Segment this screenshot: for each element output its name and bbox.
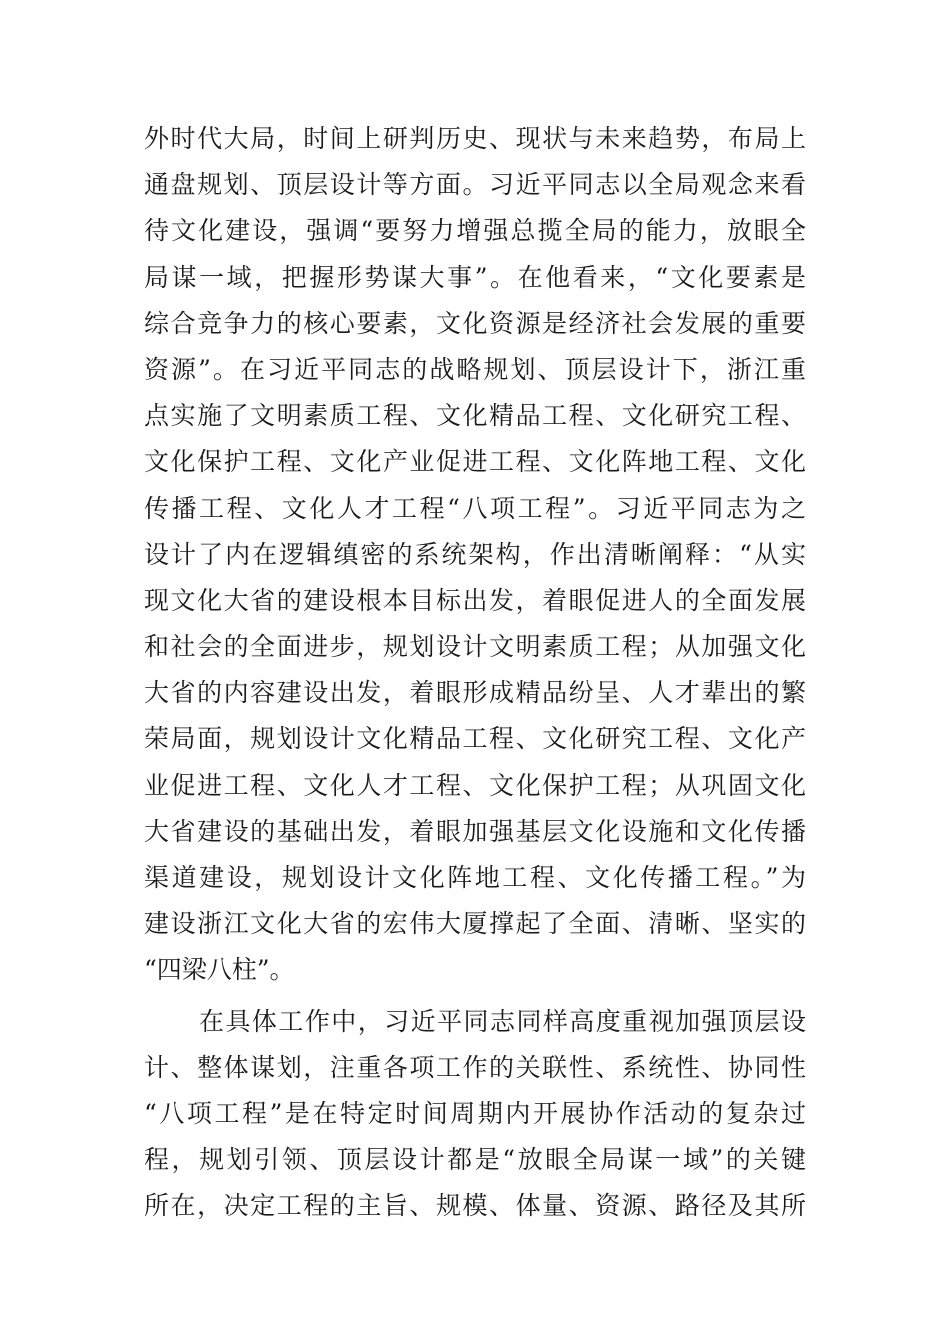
text-line: 现文化大省的建设根本目标出发，着眼促进人的全面发展	[144, 585, 806, 615]
text-line: 大省建设的基础出发，着眼加强基层文化设施和文化传播	[144, 816, 806, 846]
text-line: 建设浙江文化大省的宏伟大厦撑起了全面、清晰、坚实的	[144, 909, 806, 939]
text-line: 计、整体谋划，注重各项工作的关联性、系统性、协同性	[144, 1052, 806, 1082]
text-line: 设计了内在逻辑缜密的系统架构，作出清晰阐释：“从实	[144, 539, 806, 569]
text-line: 资源”。在习近平同志的战略规划、顶层设计下，浙江重	[144, 354, 806, 384]
text-line: 和社会的全面进步，规划设计文明素质工程；从加强文化	[144, 632, 806, 662]
text-line: 渠道建设，规划设计文化阵地工程、文化传播工程。”为	[144, 863, 806, 892]
text-line: 外时代大局，时间上研判历史、现状与未来趋势，布局上	[144, 124, 806, 153]
text-line: 综合竞争力的核心要素，文化资源是经济社会发展的重要	[144, 308, 806, 338]
text-line: 业促进工程、文化人才工程、文化保护工程；从巩固文化	[144, 770, 806, 800]
text-line: 程，规划引领、顶层设计都是“放眼全局谋一域”的关键	[144, 1145, 806, 1175]
text-line: 点实施了文明素质工程、文化精品工程、文化研究工程、	[144, 401, 806, 431]
text-line: 待文化建设，强调“要努力增强总揽全局的能力，放眼全	[144, 216, 806, 246]
text-line: 大省的内容建设出发，着眼形成精品纷呈、人才辈出的繁	[144, 678, 806, 708]
text-line: 荣局面，规划设计文化精品工程、文化研究工程、文化产	[144, 724, 806, 754]
text-line: 传播工程、文化人才工程“八项工程”。习近平同志为之	[144, 493, 806, 523]
text-line: 通盘规划、顶层设计等方面。习近平同志以全局观念来看	[144, 170, 806, 200]
text-line: 在具体工作中，习近平同志同样高度重视加强顶层设	[199, 1006, 806, 1036]
paragraph-1	[144, 116, 806, 994]
text-line: 局谋一域，把握形势谋大事”。在他看来，“文化要素是	[144, 262, 806, 292]
paragraph-2	[144, 999, 806, 1230]
text-line: 文化保护工程、文化产业促进工程、文化阵地工程、文化	[144, 447, 806, 477]
body-text	[144, 116, 806, 1230]
text-line: 所在，决定工程的主旨、规模、体量、资源、路径及其所	[144, 1191, 806, 1221]
text-line: “四梁八柱”。	[144, 955, 295, 985]
text-line: “八项工程”是在特定时间周期内开展协作活动的复杂过	[144, 1098, 806, 1128]
